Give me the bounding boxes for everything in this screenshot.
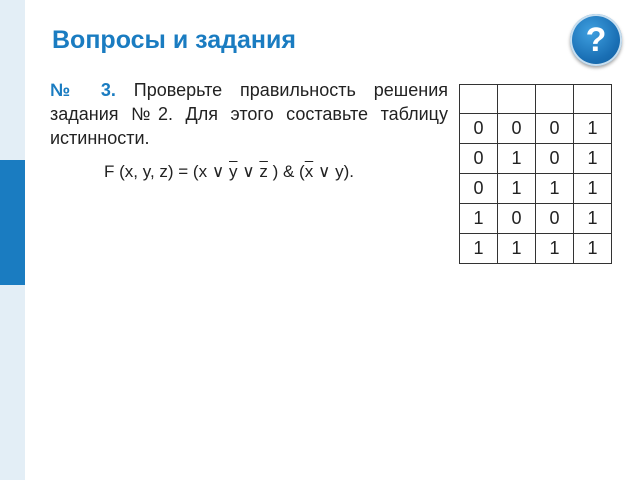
task-description: Проверьте правильность решения задания №2. Для этого составьте таблицу истинности.: [50, 80, 448, 148]
table-cell: 1: [574, 234, 612, 264]
table-row: [460, 234, 612, 264]
table-cell: 0: [536, 114, 574, 144]
question-circle-icon[interactable]: [570, 14, 622, 66]
table-cell: 1: [498, 174, 536, 204]
table-cell: 1: [574, 114, 612, 144]
table-cell: 0: [498, 204, 536, 234]
truth-table: [459, 84, 612, 264]
table-header-row: [460, 85, 612, 114]
table-row: [460, 114, 612, 144]
table-cell: 1: [574, 144, 612, 174]
table-cell: 0: [536, 144, 574, 174]
table-cell: 1: [536, 234, 574, 264]
help-symbol: ?: [585, 20, 607, 59]
table-cell: 0: [536, 204, 574, 234]
page-title: Вопросы и задания: [52, 26, 296, 54]
table-cell: 1: [498, 234, 536, 264]
formula: [104, 162, 354, 182]
formula-prefix: F (x, y, z) = (x ∨: [104, 162, 229, 181]
task-text-block: [50, 78, 448, 150]
table-cell: 0: [460, 174, 498, 204]
table-row: [460, 144, 612, 174]
table-cell: 1: [574, 204, 612, 234]
table-cell: 1: [574, 174, 612, 204]
formula-mid2: ) & (: [267, 162, 305, 181]
table-cell: 0: [460, 114, 498, 144]
table-cell: 1: [460, 204, 498, 234]
formula-mid: ∨: [237, 162, 260, 181]
left-accent-bar: [0, 160, 25, 285]
formula-suffix: ∨ y).: [313, 162, 355, 181]
formula-neg-z: $\overline{z}$: [259, 162, 268, 181]
table-cell: 0: [498, 114, 536, 144]
table-cell: 1: [460, 234, 498, 264]
table-header-cell: [536, 85, 574, 114]
task-number: № 3.: [50, 80, 116, 100]
table-row: [460, 174, 612, 204]
table-header-cell: [498, 85, 536, 114]
table-cell: 0: [460, 144, 498, 174]
table-row: [460, 204, 612, 234]
table-cell: 1: [498, 144, 536, 174]
formula-neg-y: $\overline{y}$: [229, 162, 238, 181]
table-header-cell: [460, 85, 498, 114]
formula-neg-x: $\overline{x}$: [304, 162, 314, 181]
table-header-cell: [574, 85, 612, 114]
table-cell: 1: [536, 174, 574, 204]
